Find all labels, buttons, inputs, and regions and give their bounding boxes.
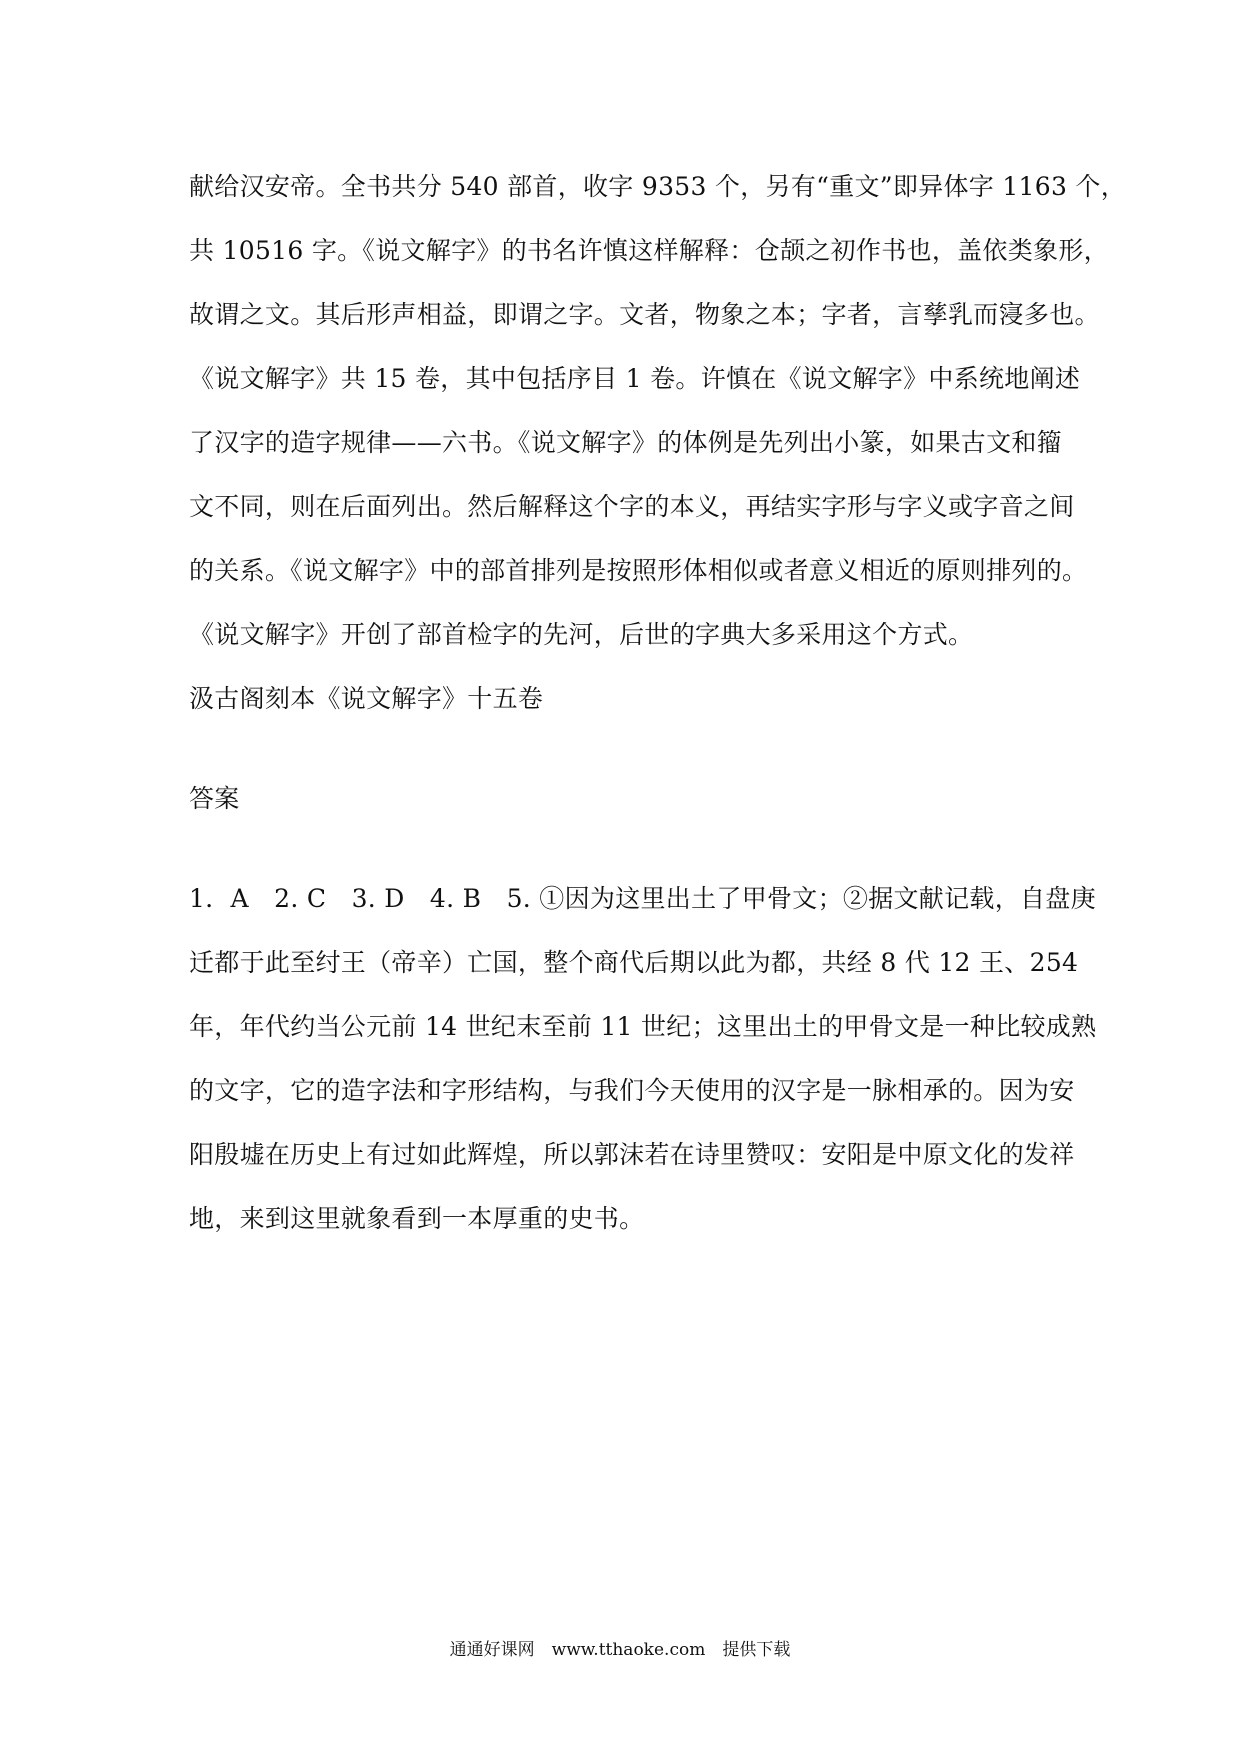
answer-line: 年，年代约当公元前 14 世纪末至前 11 世纪；这里出土的甲骨文是一种比较成熟 — [189, 1012, 1097, 1041]
answer-line: 1．A 2. C 3. D 4. B 5. ①因为这里出土了甲骨文；②据文献记载，自盘庚 — [189, 884, 1096, 913]
answer-line: 的文字，它的造字法和字形结构，与我们今天使用的汉字是一脉相承的。因为安 — [189, 1076, 1075, 1105]
paragraph-line: 故谓之文。其后形声相益，即谓之字。文者，物象之本；字者，言孳乳而寖多也。 — [189, 300, 1100, 329]
page-footer: 通通好课网 www.tthaoke.com 提供下载 — [449, 1640, 791, 1660]
paragraph-line: 文不同，则在后面列出。然后解释这个字的本义，再结实字形与字义或字音之间 — [189, 492, 1075, 521]
paragraph-line: 《说文解字》开创了部首检字的先河，后世的字典大多采用这个方式。 — [189, 620, 974, 649]
answer-line: 阳殷墟在历史上有过如此辉煌，所以郭沫若在诗里赞叹：安阳是中原文化的发祥 — [189, 1140, 1075, 1169]
paragraph-line: 共 10516 字。《说文解字》的书名许慎这样解释：仓颉之初作书也，盖依类象形， — [189, 236, 1109, 265]
paragraph-line: 的关系。《说文解字》中的部首排列是按照形体相似或者意义相近的原则排列的。 — [189, 556, 1088, 585]
answer-line: 迁都于此至纣王（帝辛）亡国，整个商代后期以此为都，共经 8 代 12 王、254 — [189, 948, 1079, 977]
paragraph-line: 献给汉安帝。全书共分 540 部首，收字 9353 个，另有“重文”即异体字 1163 个， — [189, 172, 1127, 201]
paragraph-line: 了汉字的造字规律——六书。《说文解字》的体例是先列出小篆，如果古文和籀 — [189, 428, 1063, 457]
paragraph-line: 《说文解字》共 15 卷，其中包括序目 1 卷。许慎在《说文解字》中系统地阐述 — [189, 364, 1081, 393]
image-caption: 汲古阁刻本《说文解字》十五卷 — [189, 684, 544, 713]
answer-line: 地，来到这里就象看到一本厚重的史书。 — [189, 1204, 645, 1233]
answer-heading: 答案 — [189, 784, 240, 813]
